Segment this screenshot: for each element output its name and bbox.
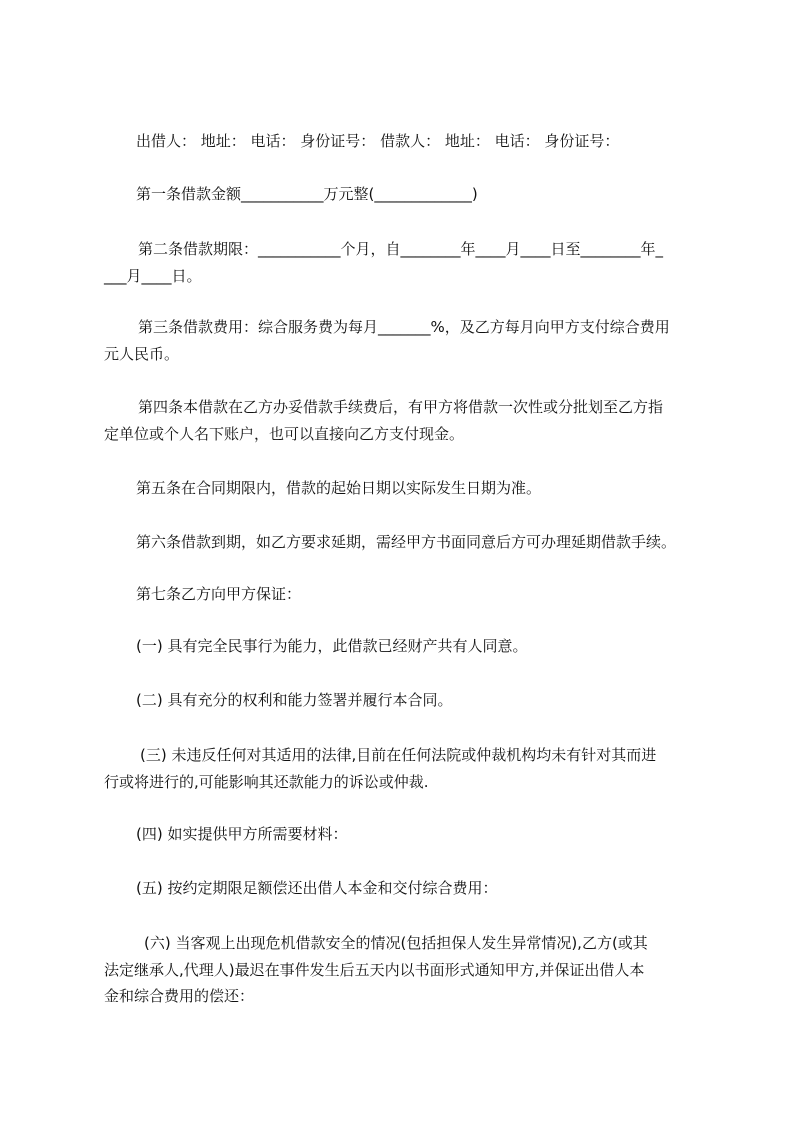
article-5: 第五条在合同期限内，借款的起始日期以实际发生日期为准。 bbox=[136, 479, 542, 497]
article-6: 第六条借款到期，如乙方要求延期，需经甲方书面同意后方可办理延期借款手续。 bbox=[136, 533, 677, 551]
article-3-line-2: 元人民币。 bbox=[104, 345, 180, 363]
article-4-line-2: 定单位或个人名下账户，也可以直接向乙方支付现金。 bbox=[104, 425, 465, 443]
article-1: 第一条借款金额___________万元整(_____________) bbox=[136, 185, 478, 203]
article-7: 第七条乙方向甲方保证： bbox=[136, 585, 302, 603]
guarantee-item-3-line-2: 行或将进行的,可能影响其还款能力的诉讼或仲裁. bbox=[104, 773, 429, 791]
guarantee-item-6-line-2: 法定继承人,代理人)最迟在事件发生后五天内以书面形式通知甲方,并保证出借人本 bbox=[104, 961, 645, 979]
guarantee-item-2: (二) 具有充分的权利和能力签署并履行本合同。 bbox=[136, 691, 453, 709]
guarantee-item-6-line-3: 金和综合费用的偿还： bbox=[104, 987, 255, 1005]
guarantee-item-4: (四) 如实提供甲方所需要材料： bbox=[136, 825, 348, 843]
guarantee-item-6-line-1: (六) 当客观上出现危机借款安全的情况(包括担保人发生异常情况),乙方(或其 bbox=[144, 934, 648, 952]
article-2-line-2: ___月____日。 bbox=[104, 267, 202, 285]
guarantee-item-5: (五) 按约定期限足额偿还出借人本金和交付综合费用： bbox=[136, 879, 498, 897]
article-3-line-1: 第三条借款费用：综合服务费为每月_______%，及乙方每月向甲方支付综合费用 bbox=[138, 318, 670, 336]
parties-line: 出借人： 地址： 电话： 身份证号： 借款人： 地址： 电话： 身份证号： bbox=[136, 132, 620, 150]
guarantee-item-1: (一) 具有完全民事行为能力，此借款已经财产共有人同意。 bbox=[136, 637, 528, 655]
article-2-line-1: 第二条借款期限：___________个月，自________年____月____日至________年_ bbox=[138, 240, 664, 258]
article-4-line-1: 第四条本借款在乙方办妥借款手续费后，有甲方将借款一次性或分批划至乙方指 bbox=[138, 398, 664, 416]
guarantee-item-3-line-1: (三) 未违反任何对其适用的法律,目前在任何法院或仲裁机构均未有针对其而进 bbox=[140, 746, 657, 764]
